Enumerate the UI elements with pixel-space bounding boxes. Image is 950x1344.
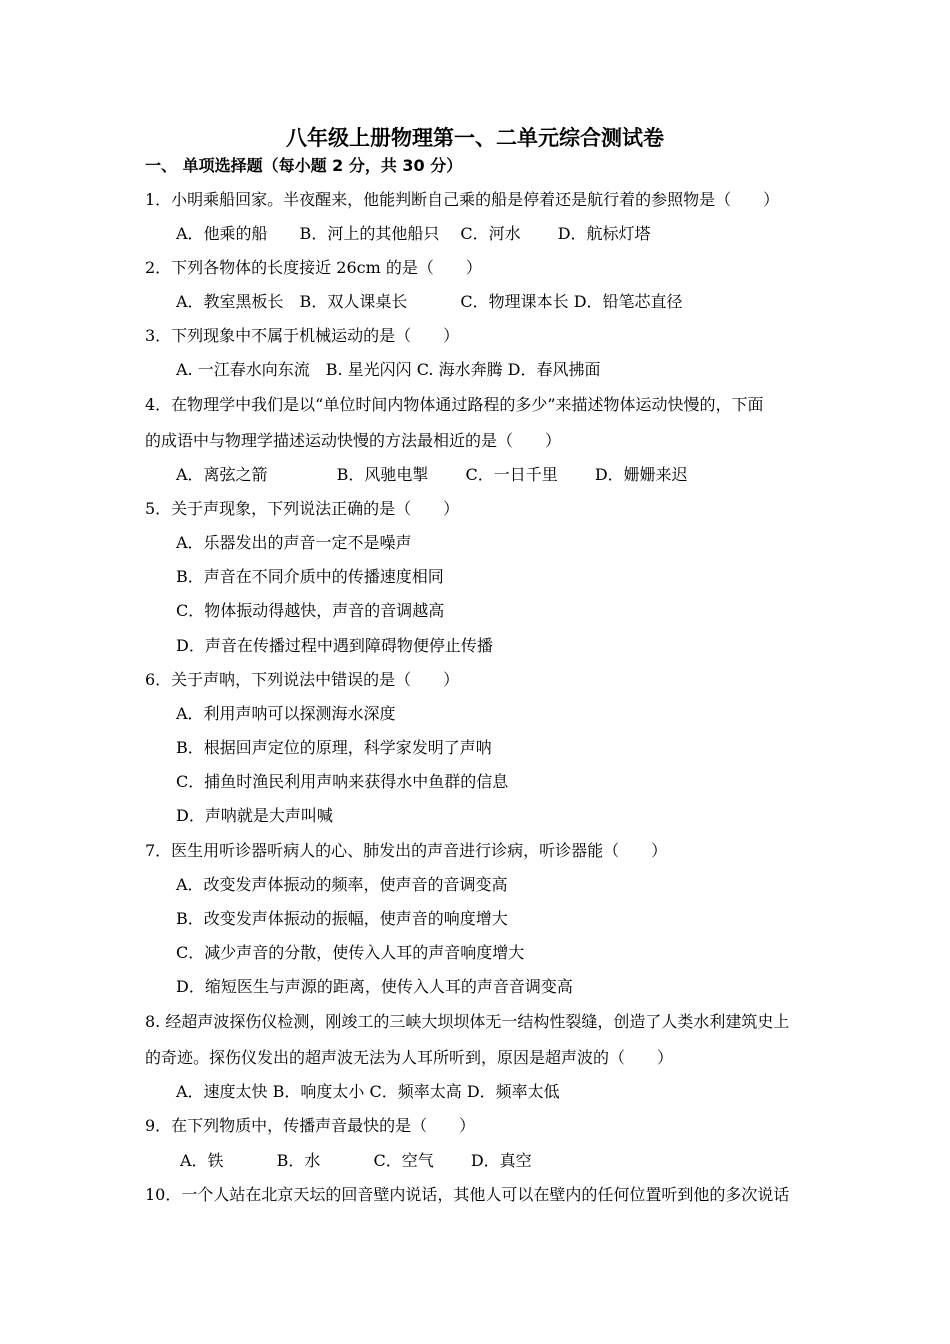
question-2: 2．下列各物体的长度接近 26cm 的是（ ） xyxy=(145,258,482,277)
question-8-options: A．速度太快 B．响度太小 C．频率太高 D．频率太低 xyxy=(176,1082,560,1101)
question-6-option-a: A．利用声呐可以探测海水深度 xyxy=(176,704,396,723)
question-7-option-a: A．改变发声体振动的频率，使声音的音调变高 xyxy=(176,875,508,894)
question-8-line-1: 8. 经超声波探伤仪检测，刚竣工的三峡大坝坝体无一结构性裂缝，创造了人类水利建筑史上 xyxy=(145,1012,790,1031)
question-5-option-c: C．物体振动得越快，声音的音调越高 xyxy=(176,601,445,620)
question-6-option-c: C．捕鱼时渔民利用声呐来获得水中鱼群的信息 xyxy=(176,772,509,791)
question-4-line-1: 4．在物理学中我们是以“单位时间内物体通过路程的多少”来描述物体运动快慢的，下面 xyxy=(145,395,764,414)
question-4-options: A．离弦之箭 B．风驰电掣 C．一日千里 D．姗姗来迟 xyxy=(176,465,688,484)
question-7-option-b: B．改变发声体振动的振幅，使声音的响度增大 xyxy=(176,909,508,928)
question-7-option-d: D．缩短医生与声源的距离，使传入人耳的声音音调变高 xyxy=(176,977,573,996)
question-3-options: A. 一江春水向东流 B. 星光闪闪 C. 海水奔腾 D．春风拂面 xyxy=(176,360,601,379)
question-5-option-d: D．声音在传播过程中遇到障碍物便停止传播 xyxy=(176,636,493,655)
question-9: 9．在下列物质中，传播声音最快的是（ ） xyxy=(145,1116,476,1135)
question-4-line-2: 的成语中与物理学描述运动快慢的方法最相近的是（ ） xyxy=(145,431,562,450)
question-1-options: A．他乘的船 B．河上的其他船只 C．河水 D．航标灯塔 xyxy=(176,224,651,243)
page-title: 八年级上册物理第一、二单元综合测试卷 xyxy=(286,126,664,150)
question-5: 5．关于声现象，下列说法正确的是（ ） xyxy=(145,499,460,518)
question-5-option-a: A．乐器发出的声音一定不是噪声 xyxy=(176,533,412,552)
question-8-line-2: 的奇迹。探伤仪发出的超声波无法为人耳所听到，原因是超声波的（ ） xyxy=(145,1048,674,1067)
question-6: 6．关于声呐，下列说法中错误的是（ ） xyxy=(145,670,460,689)
question-3: 3．下列现象中不属于机械运动的是（ ） xyxy=(145,326,460,345)
question-7: 7．医生用听诊器听病人的心、肺发出的声音进行诊病，听诊器能（ ） xyxy=(145,841,668,860)
question-1: 1．小明乘船回家。半夜醒来，他能判断自己乘的船是停着还是航行着的参照物是（ ） xyxy=(145,190,780,209)
section-heading: 一、 单项选择题（每小题 2 分，共 30 分） xyxy=(145,156,463,175)
question-2-options: A．教室黑板长 B．双人课桌长 C．物理课本长 D．铅笔芯直径 xyxy=(176,292,683,311)
question-6-option-b: B．根据回声定位的原理，科学家发明了声呐 xyxy=(176,738,492,757)
question-9-options: A．铁 B．水 C．空气 D．真空 xyxy=(180,1151,532,1170)
question-5-option-b: B．声音在不同介质中的传播速度相同 xyxy=(176,567,444,586)
question-6-option-d: D．声呐就是大声叫喊 xyxy=(176,806,333,825)
question-7-option-c: C．减少声音的分散，使传入人耳的声音响度增大 xyxy=(176,943,525,962)
question-10-line-1: 10．一个人站在北京天坛的回音壁内说话，其他人可以在壁内的任何位置听到他的多次说话 xyxy=(145,1185,790,1204)
